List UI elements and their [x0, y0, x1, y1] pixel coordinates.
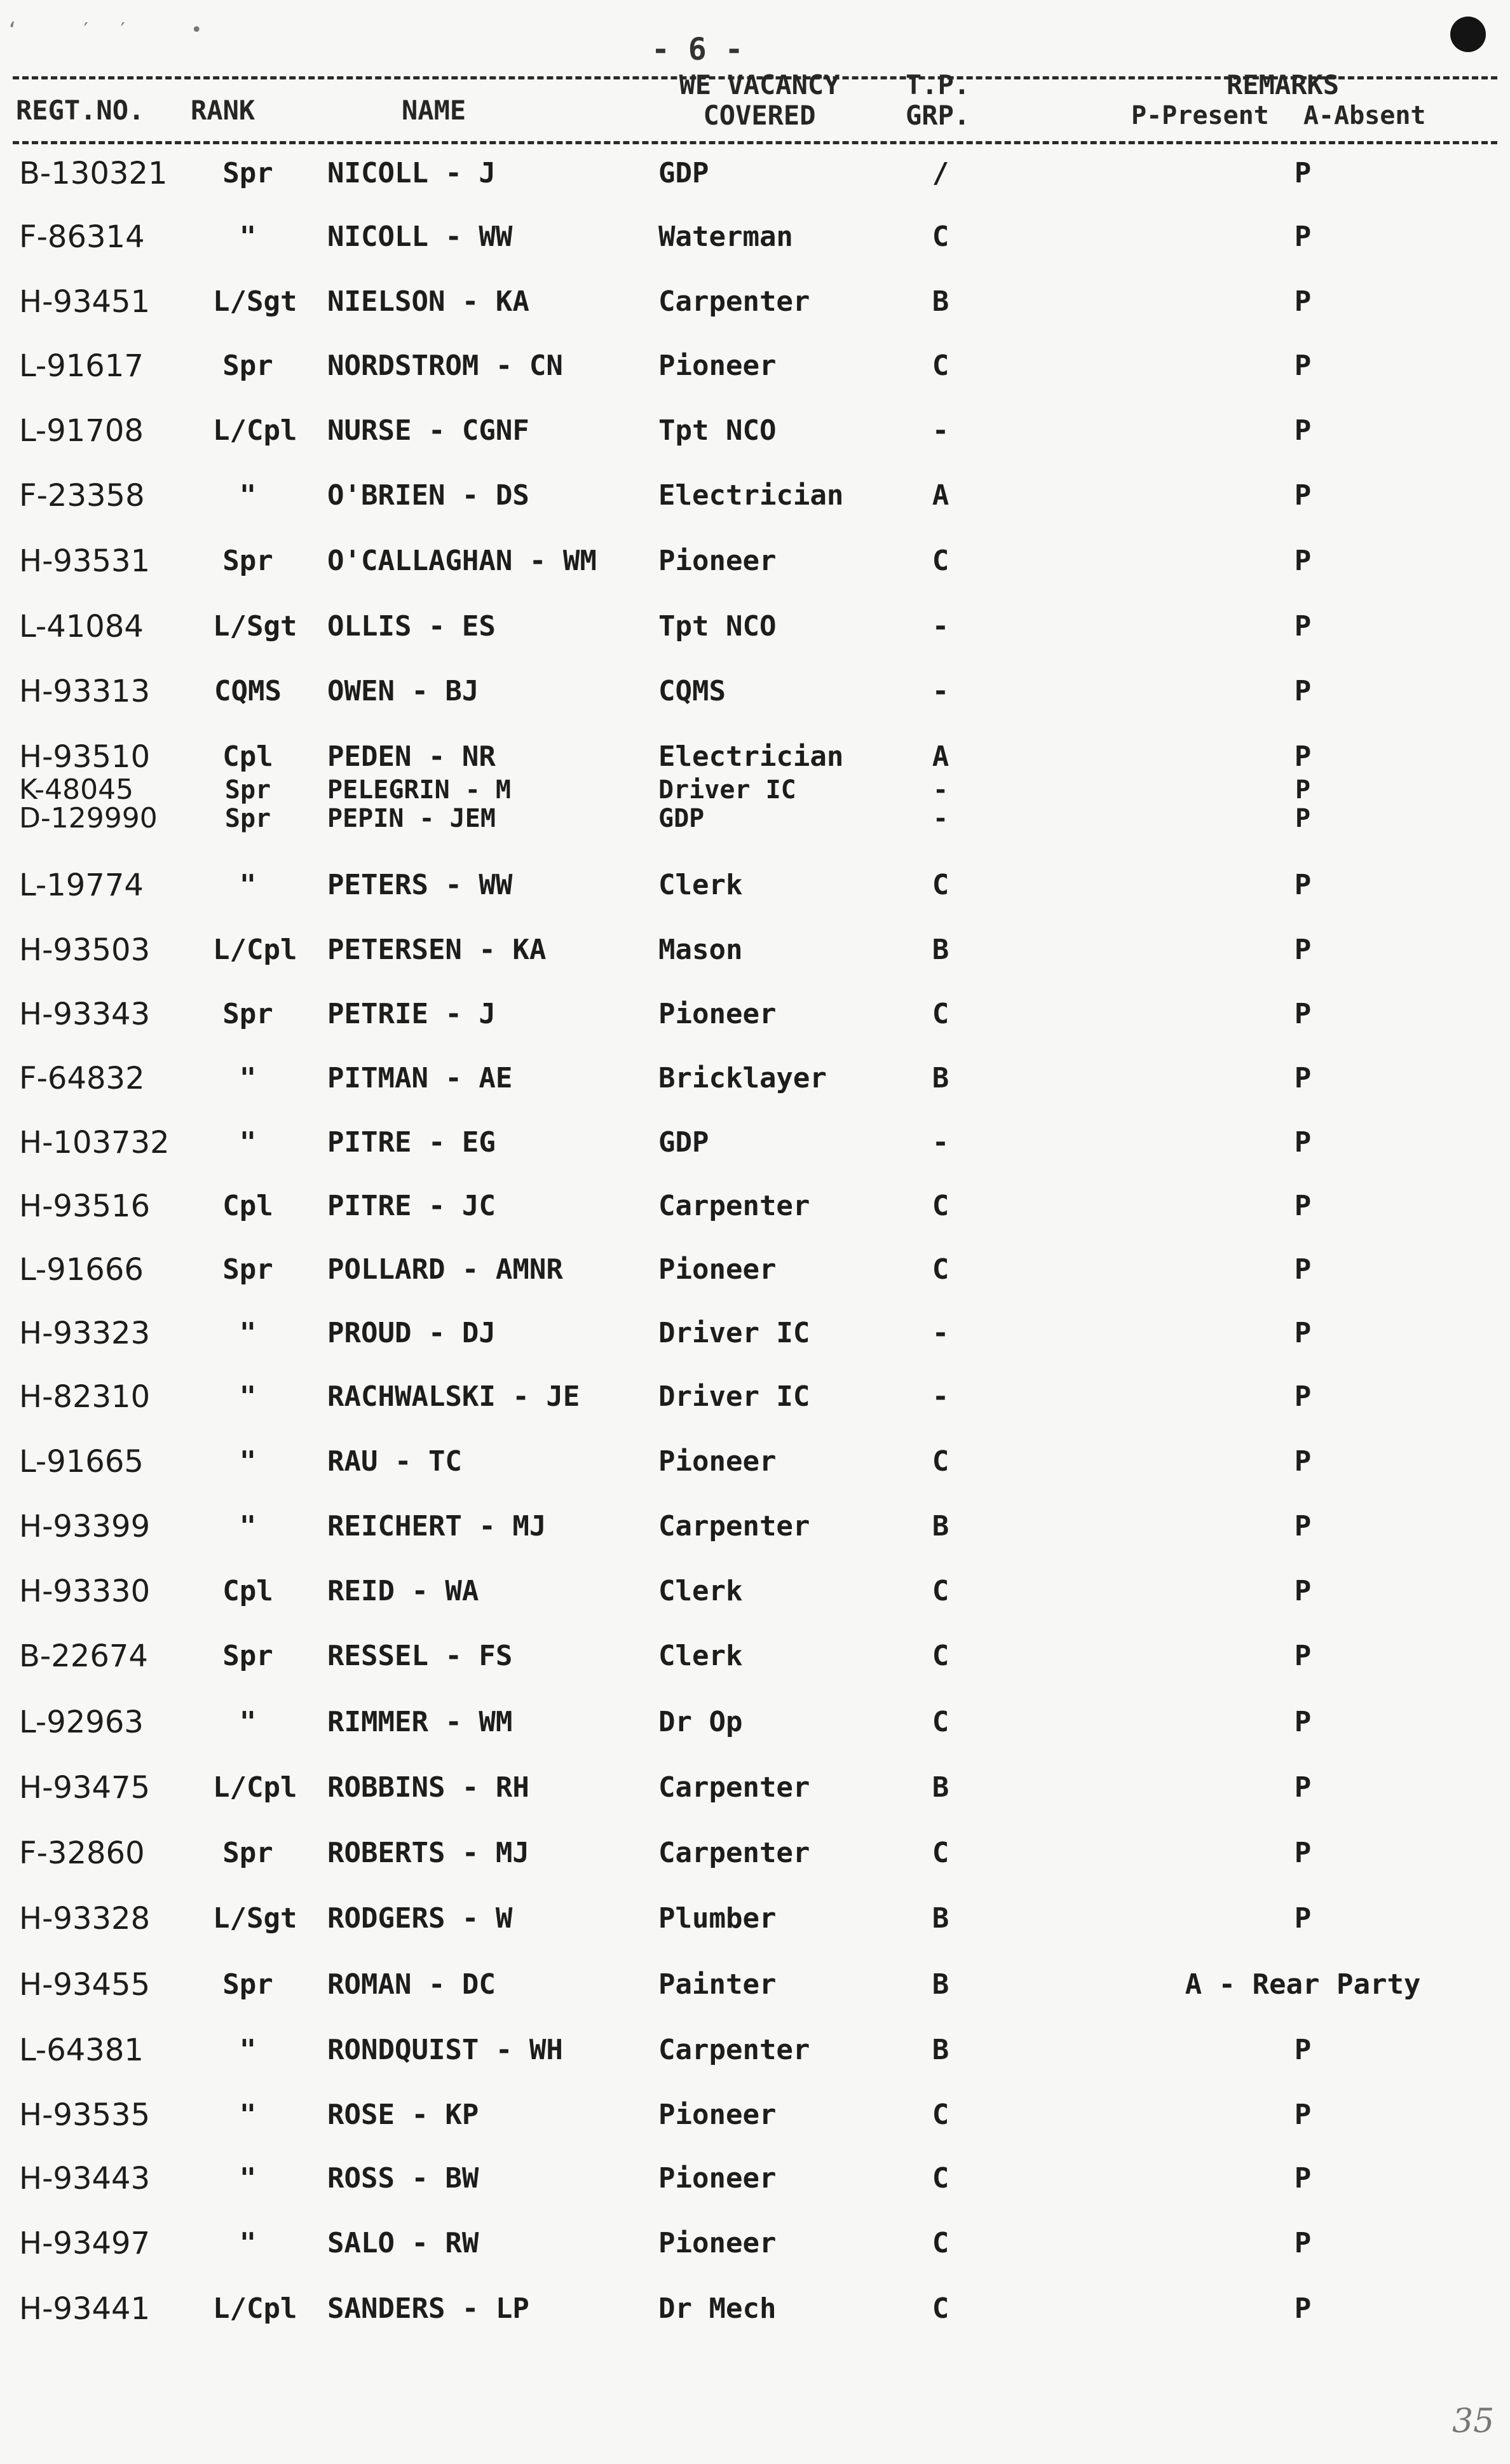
cell-rank: "	[239, 1510, 257, 1542]
cell-name: PITRE - JC	[327, 1190, 496, 1222]
table-row	[0, 1188, 1510, 1227]
cell-rank: L/Cpl	[213, 1771, 297, 1804]
cell-trade: Electrician	[658, 479, 844, 512]
cell-rank: "	[239, 1126, 257, 1159]
cell-tp: -	[932, 1317, 949, 1349]
cell-tp: -	[932, 1380, 949, 1413]
cell-remark: P	[1294, 1771, 1312, 1804]
cell-trade: CQMS	[658, 675, 726, 707]
cell-name: POLLARD - AMNR	[327, 1253, 563, 1286]
cell-tp: A	[932, 479, 949, 512]
cell-name: PEPIN - JEM	[327, 804, 496, 833]
cell-regt: L-92963	[19, 1705, 144, 1740]
cell-name: O'CALLAGHAN - WM	[327, 545, 597, 577]
cell-regt: F-86314	[19, 219, 145, 255]
cell-remark: P	[1294, 675, 1312, 707]
cell-regt: L-19774	[19, 868, 144, 903]
cell-regt: B-22674	[19, 1638, 148, 1674]
cell-remark: P	[1294, 1062, 1312, 1094]
cell-regt: K-48045	[19, 773, 134, 806]
cell-rank: CQMS	[214, 675, 282, 707]
header-remarks	[1131, 70, 1506, 131]
stray-ink-marks: ʻ ′′ •	[6, 19, 228, 41]
cell-trade: GDP	[658, 804, 705, 833]
cell-tp: C	[932, 2227, 949, 2259]
table-row	[0, 1705, 1510, 1743]
cell-remark: A - Rear Party	[1185, 1968, 1421, 2001]
cell-rank: L/Sgt	[213, 285, 297, 318]
cell-name: PETRIE - J	[327, 998, 496, 1030]
cell-tp: B	[932, 1771, 949, 1804]
cell-name: ROBBINS - RH	[327, 1771, 529, 1804]
cell-name: RIMMER - WM	[327, 1706, 513, 1738]
table-row	[0, 219, 1510, 257]
cell-trade: Pioneer	[658, 350, 777, 382]
cell-tp: C	[932, 1837, 949, 1869]
cell-name: ROMAN - DC	[327, 1968, 496, 2001]
cell-rank: "	[239, 1445, 257, 1478]
cell-name: RAU - TC	[327, 1445, 462, 1478]
cell-name: SANDERS - LP	[327, 2292, 529, 2325]
cell-trade: Carpenter	[658, 1190, 810, 1222]
cell-name: RODGERS - W	[327, 1902, 513, 1935]
table-row	[0, 156, 1510, 194]
cell-tp: B	[932, 934, 949, 966]
cell-remark: P	[1294, 1253, 1312, 1286]
cell-name: NORDSTROM - CN	[327, 350, 563, 382]
cell-remark: P	[1294, 1510, 1312, 1542]
cell-name: PITRE - EG	[327, 1126, 496, 1159]
table-row	[0, 932, 1510, 970]
cell-tp: B	[932, 1902, 949, 1935]
cell-rank: Spr	[222, 157, 273, 189]
cell-tp: C	[932, 1190, 949, 1222]
cell-remark: P	[1295, 804, 1311, 833]
cell-regt: H-93313	[19, 674, 151, 709]
cell-remark: P	[1294, 1706, 1312, 1738]
cell-trade: Pioneer	[658, 2162, 777, 2195]
cell-tp: -	[932, 610, 949, 643]
table-row	[0, 1316, 1510, 1354]
cell-regt: H-93330	[19, 1574, 151, 1609]
cell-trade: Carpenter	[658, 1837, 810, 1869]
cell-trade: Tpt NCO	[658, 414, 777, 447]
cell-name: RACHWALSKI - JE	[327, 1380, 580, 1413]
cell-tp: C	[932, 545, 949, 577]
cell-regt: H-93510	[19, 739, 151, 775]
cell-trade: Pioneer	[658, 2099, 777, 2131]
header-remarks-legend	[1131, 100, 1506, 131]
cell-remark: P	[1294, 285, 1312, 318]
table-row	[0, 775, 1510, 805]
cell-trade: GDP	[658, 1126, 709, 1159]
cell-trade: Clerk	[658, 1640, 743, 1672]
cell-tp: C	[932, 1253, 949, 1286]
cell-trade: Driver IC	[658, 775, 796, 805]
cell-remark: P	[1294, 1640, 1312, 1672]
cell-rank: Spr	[222, 1968, 273, 2001]
cell-remark: P	[1294, 610, 1312, 643]
cell-tp: -	[932, 414, 949, 447]
cell-name: OWEN - BJ	[327, 675, 479, 707]
table-row	[0, 478, 1510, 516]
table-row	[0, 2161, 1510, 2199]
cell-tp: C	[932, 1575, 949, 1607]
table-row	[0, 2226, 1510, 2264]
header-we-vacancy	[658, 70, 861, 131]
cell-name: O'BRIEN - DS	[327, 479, 529, 512]
cell-rank: L/Cpl	[213, 414, 297, 447]
cell-name: OLLIS - ES	[327, 610, 496, 643]
table-row	[0, 543, 1510, 582]
cell-rank: "	[239, 1317, 257, 1349]
cell-trade: Clerk	[658, 1575, 743, 1607]
table-row	[0, 2291, 1510, 2329]
cell-rank: Spr	[222, 1837, 273, 1869]
cell-name: REICHERT - MJ	[327, 1510, 547, 1542]
table-row	[0, 1574, 1510, 1612]
cell-name: PROUD - DJ	[327, 1317, 496, 1349]
cell-remark: P	[1294, 2292, 1312, 2325]
header-name: NAME	[402, 95, 466, 126]
cell-remark: P	[1294, 479, 1312, 512]
cell-trade: Electrician	[658, 740, 844, 773]
cell-name: ROSE - KP	[327, 2099, 479, 2131]
table-row	[0, 997, 1510, 1035]
cell-tp: B	[932, 285, 949, 318]
cell-remark: P	[1294, 1190, 1312, 1222]
table-row	[0, 1967, 1510, 2005]
cell-tp: -	[932, 804, 949, 833]
cell-regt: H-93475	[19, 1770, 151, 1806]
cell-tp: /	[932, 157, 949, 189]
table-row	[0, 674, 1510, 712]
cell-tp: B	[932, 1062, 949, 1094]
header-we-vacancy-line1: WE VACANCY	[679, 69, 840, 100]
cell-remark: P	[1294, 2162, 1312, 2195]
cell-rank: Cpl	[222, 1190, 273, 1222]
cell-tp: -	[932, 675, 949, 707]
cell-name: PEDEN - NR	[327, 740, 496, 773]
cell-trade: Pioneer	[658, 1253, 777, 1286]
cell-remark: P	[1294, 998, 1312, 1030]
cell-trade: Clerk	[658, 869, 743, 901]
header-tp-line1: T.P.	[906, 69, 970, 100]
cell-trade: Pioneer	[658, 1445, 777, 1478]
header-regt-no: REGT.NO.	[16, 95, 145, 126]
cell-trade: Pioneer	[658, 2227, 777, 2259]
cell-name: NICOLL - WW	[327, 221, 513, 253]
cell-regt: L-91708	[19, 413, 144, 449]
header-we-vacancy-line2: COVERED	[703, 100, 816, 131]
cell-trade: Carpenter	[658, 1510, 810, 1542]
cell-trade: Pioneer	[658, 545, 777, 577]
table-row	[0, 1444, 1510, 1482]
cell-rank: Cpl	[222, 740, 273, 773]
cell-remark: P	[1294, 934, 1312, 966]
cell-name: RESSEL - FS	[327, 1640, 513, 1672]
cell-regt: H-93516	[19, 1188, 151, 1224]
cell-regt: B-130321	[19, 156, 168, 191]
cell-regt: H-93531	[19, 543, 151, 579]
cell-regt: H-82310	[19, 1379, 151, 1415]
cell-name: ROSS - BW	[327, 2162, 479, 2195]
table-row	[0, 284, 1510, 322]
cell-name: PETERS - WW	[327, 869, 513, 901]
cell-tp: -	[932, 775, 949, 805]
table-row	[0, 1638, 1510, 1677]
cell-remark: P	[1294, 1902, 1312, 1935]
cell-rank: "	[239, 479, 257, 512]
cell-name: NURSE - CGNF	[327, 414, 529, 447]
cell-regt: F-64832	[19, 1061, 145, 1096]
cell-tp: B	[932, 1968, 949, 2001]
cell-rank: Spr	[222, 998, 273, 1030]
cell-rank: "	[239, 221, 257, 253]
cell-rank: "	[239, 1706, 257, 1738]
table-row	[0, 1509, 1510, 1547]
cell-tp: C	[932, 1706, 949, 1738]
cell-regt: L-41084	[19, 609, 144, 644]
table-row	[0, 2097, 1510, 2135]
cell-regt: L-64381	[19, 2032, 144, 2068]
cell-tp: C	[932, 1640, 949, 1672]
cell-tp: C	[932, 1445, 949, 1478]
cell-trade: Dr Op	[658, 1706, 743, 1738]
cell-rank: "	[239, 2034, 257, 2066]
cell-name: PETERSEN - KA	[327, 934, 547, 966]
cell-regt: H-93343	[19, 997, 151, 1032]
table-row	[0, 1061, 1510, 1099]
cell-remark: P	[1294, 545, 1312, 577]
cell-regt: H-93497	[19, 2226, 151, 2261]
cell-remark: P	[1294, 414, 1312, 447]
cell-rank: "	[239, 2227, 257, 2259]
cell-tp: C	[932, 2162, 949, 2195]
cell-rank: "	[239, 1062, 257, 1094]
cell-rank: "	[239, 2099, 257, 2131]
cell-regt: H-93503	[19, 932, 151, 968]
cell-remark: P	[1294, 740, 1312, 773]
cell-regt: H-93451	[19, 284, 151, 320]
cell-remark: P	[1294, 1837, 1312, 1869]
cell-regt: H-93328	[19, 1901, 151, 1936]
cell-name: REID - WA	[327, 1575, 479, 1607]
cell-rank: Spr	[222, 350, 273, 382]
cell-remark: P	[1294, 350, 1312, 382]
table-row	[0, 739, 1510, 777]
cell-regt: L-91666	[19, 1252, 144, 1288]
table-row	[0, 1252, 1510, 1290]
cell-trade: Tpt NCO	[658, 610, 777, 643]
cell-tp: B	[932, 1510, 949, 1542]
cell-trade: Bricklayer	[658, 1062, 827, 1094]
cell-remark: P	[1294, 157, 1312, 189]
header-remarks-present: P-Present	[1131, 101, 1269, 130]
cell-regt: L-91665	[19, 1444, 144, 1480]
cell-remark: P	[1294, 869, 1312, 901]
header-tp-line2: GRP.	[906, 100, 970, 131]
cell-regt: D-129990	[19, 802, 158, 834]
cell-rank: Spr	[222, 1253, 273, 1286]
cell-regt: H-93323	[19, 1316, 151, 1351]
cell-name: PITMAN - AE	[327, 1062, 513, 1094]
cell-regt: H-103732	[19, 1125, 170, 1161]
cell-rank: L/Cpl	[213, 2292, 297, 2325]
cell-tp: C	[932, 221, 949, 253]
cell-rank: L/Cpl	[213, 934, 297, 966]
cell-trade: Pioneer	[658, 998, 777, 1030]
header-tp-grp	[906, 70, 970, 131]
cell-rank: L/Sgt	[213, 1902, 297, 1935]
cell-regt: L-91617	[19, 348, 144, 384]
cell-regt: H-93399	[19, 1509, 151, 1544]
cell-rank: Spr	[222, 545, 273, 577]
cell-remark: P	[1294, 1445, 1312, 1478]
ink-blot	[1450, 17, 1486, 52]
cell-trade: Waterman	[658, 221, 793, 253]
cell-rank: "	[239, 1380, 257, 1413]
table-row	[0, 609, 1510, 647]
cell-regt: H-93535	[19, 2097, 151, 2133]
cell-rank: "	[239, 869, 257, 901]
cell-tp: C	[932, 998, 949, 1030]
table-row	[0, 1125, 1510, 1163]
cell-remark: P	[1294, 2034, 1312, 2066]
cell-remark: P	[1294, 221, 1312, 253]
page-number: - 6 -	[651, 32, 744, 67]
table-row	[0, 2032, 1510, 2071]
cell-regt: F-23358	[19, 478, 145, 514]
cell-remark: P	[1294, 2227, 1312, 2259]
cell-name: NIELSON - KA	[327, 285, 529, 318]
cell-rank: Spr	[222, 1640, 273, 1672]
cell-trade: Plumber	[658, 1902, 777, 1935]
cell-regt: H-93443	[19, 2161, 151, 2196]
cell-name: SALO - RW	[327, 2227, 479, 2259]
cell-remark: P	[1294, 1575, 1312, 1607]
cell-trade: Carpenter	[658, 285, 810, 318]
cell-rank: "	[239, 2162, 257, 2195]
cell-rank: L/Sgt	[213, 610, 297, 643]
cell-name: ROBERTS - MJ	[327, 1837, 529, 1869]
cell-remark: P	[1295, 775, 1311, 805]
cell-remark: P	[1294, 1317, 1312, 1349]
cell-trade: GDP	[658, 157, 709, 189]
table-row	[0, 413, 1510, 451]
cell-tp: C	[932, 2099, 949, 2131]
cell-trade: Driver IC	[658, 1317, 810, 1349]
cell-trade: Driver IC	[658, 1380, 810, 1413]
table-row	[0, 868, 1510, 906]
cell-trade: Painter	[658, 1968, 777, 2001]
cell-tp: C	[932, 869, 949, 901]
table-row	[0, 1835, 1510, 1874]
cell-remark: P	[1294, 2099, 1312, 2131]
cell-name: PELEGRIN - M	[327, 775, 511, 805]
cell-regt: F-32860	[19, 1835, 145, 1871]
cell-rank: Cpl	[222, 1575, 273, 1607]
table-row	[0, 1379, 1510, 1417]
cell-rank: Spr	[224, 804, 271, 833]
cell-name: RONDQUIST - WH	[327, 2034, 563, 2066]
table-row	[0, 1901, 1510, 1939]
cell-tp: -	[932, 1126, 949, 1159]
cell-remark: P	[1294, 1126, 1312, 1159]
table-row	[0, 804, 1510, 833]
header-rank: RANK	[191, 95, 255, 126]
table-row	[0, 1770, 1510, 1808]
table-row	[0, 348, 1510, 386]
cell-regt: H-93441	[19, 2291, 151, 2327]
cell-rank: Spr	[224, 775, 271, 805]
header-remarks-title: REMARKS	[1227, 69, 1340, 100]
cell-trade: Dr Mech	[658, 2292, 777, 2325]
cell-tp: C	[932, 350, 949, 382]
cell-trade: Mason	[658, 934, 743, 966]
handwritten-page-note: 35	[1452, 2402, 1495, 2440]
header-remarks-absent: A-Absent	[1303, 101, 1426, 130]
cell-regt: H-93455	[19, 1967, 151, 2003]
header-rule-bottom	[13, 141, 1497, 144]
cell-remark: P	[1294, 1380, 1312, 1413]
cell-tp: C	[932, 2292, 949, 2325]
cell-name: NICOLL - J	[327, 157, 496, 189]
cell-tp: B	[932, 2034, 949, 2066]
cell-trade: Carpenter	[658, 2034, 810, 2066]
cell-tp: A	[932, 740, 949, 773]
cell-trade: Carpenter	[658, 1771, 810, 1804]
